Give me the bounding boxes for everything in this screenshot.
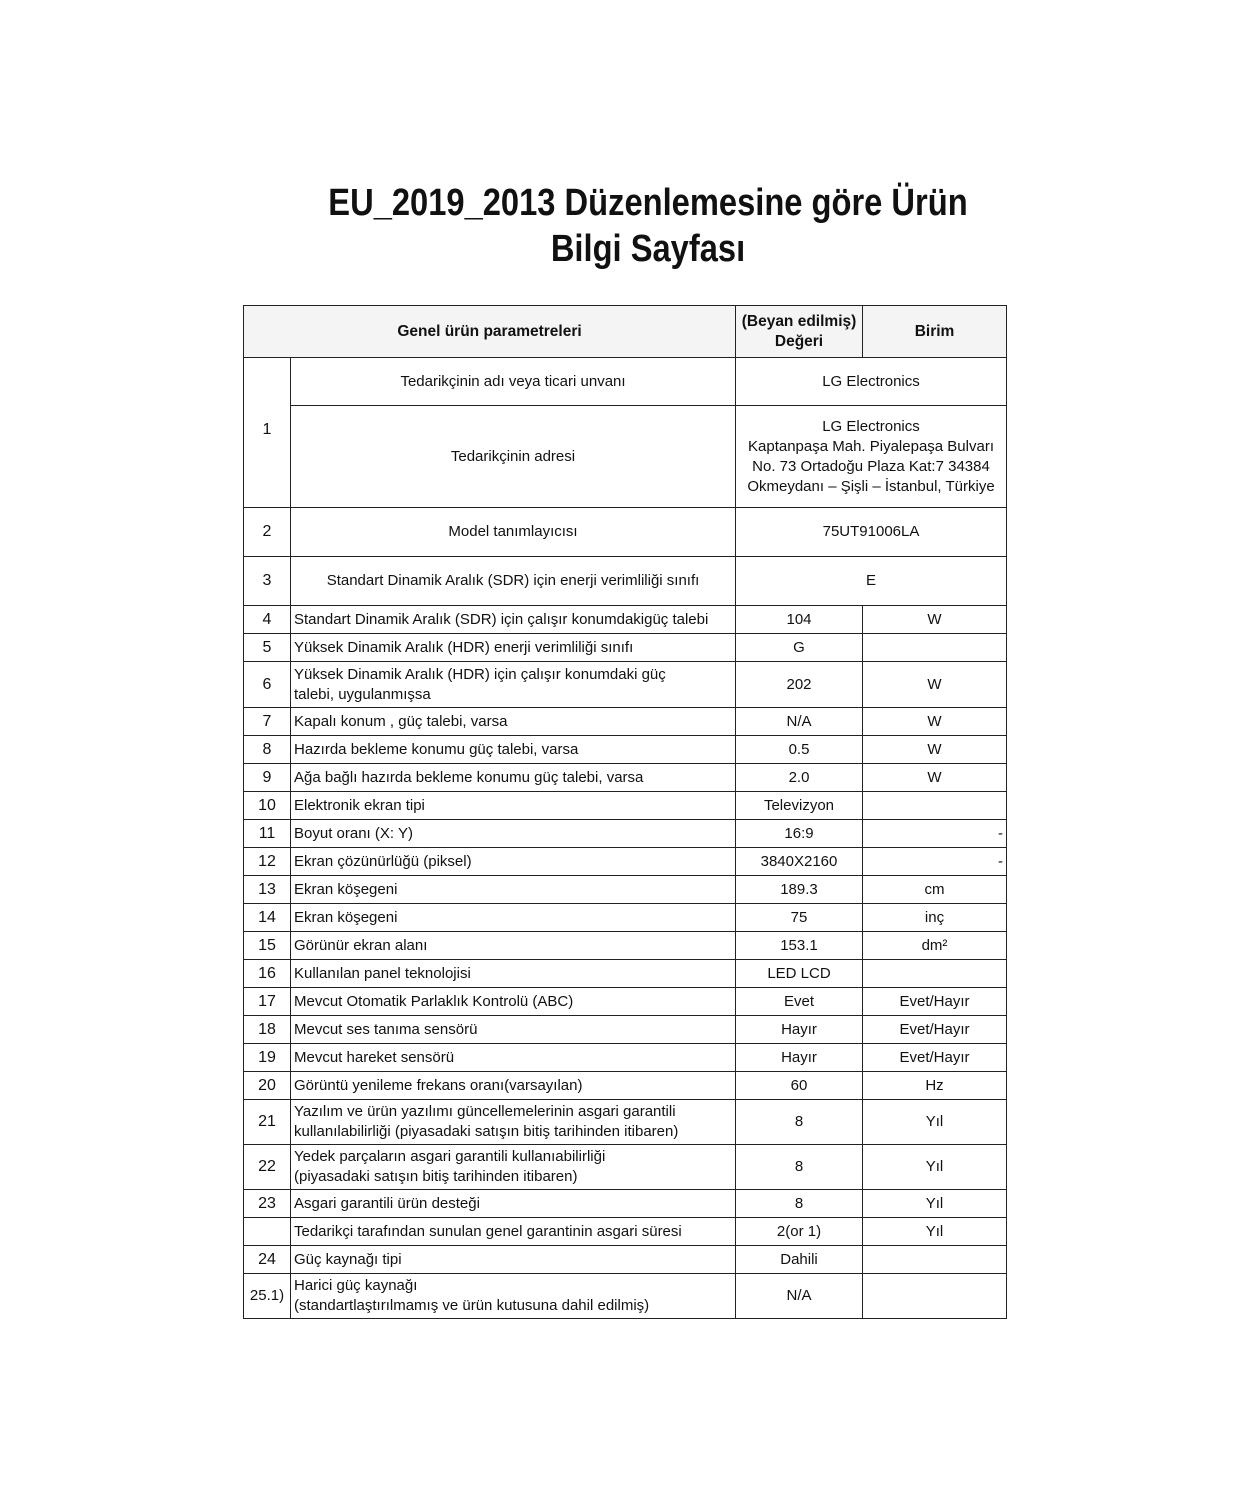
row-number: 22 [244, 1145, 291, 1190]
row-param-line: Yüksek Dinamik Aralık (HDR) için çalışır konumdaki güç [294, 665, 666, 683]
row-unit: Hz [863, 1072, 1007, 1100]
row-param: Elektronik ekran tipi [291, 792, 736, 820]
row-param-line: kullanılabilirliği (piyasadaki satışın bitiş tarihinden itibaren) [294, 1123, 679, 1140]
row-unit: Yıl [863, 1145, 1007, 1190]
row-param-line: (piyasadaki satışın bitiş tarihinden itibaren) [294, 1168, 578, 1185]
table-row [244, 1100, 1007, 1145]
row-value: 2(or 1) [736, 1218, 863, 1246]
row-param [291, 1145, 736, 1190]
row-number: 2 [244, 508, 291, 557]
row-param: Hazırda bekleme konumu güç talebi, varsa [291, 736, 736, 764]
table-row [244, 708, 1007, 736]
row-number: 15 [244, 932, 291, 960]
row-number: 18 [244, 1016, 291, 1044]
row-unit: Yıl [863, 1100, 1007, 1145]
row-value: G [736, 634, 863, 662]
row-param [291, 1100, 736, 1145]
row-value: 2.0 [736, 764, 863, 792]
table-row [244, 557, 1007, 606]
row-number: 10 [244, 792, 291, 820]
row-param [291, 662, 736, 708]
address-line: Kaptanpaşa Mah. Piyalepaşa Bulvarı [748, 437, 994, 455]
table-row [244, 1016, 1007, 1044]
table-row [244, 820, 1007, 848]
table-row [244, 1246, 1007, 1274]
row-value: 3840X2160 [736, 848, 863, 876]
row-number: 20 [244, 1072, 291, 1100]
header-value [736, 306, 863, 358]
table-row [244, 1274, 1007, 1319]
row-param: Standart Dinamik Aralık (SDR) için çalışır konumdakigüç talebi [291, 606, 736, 634]
address-line: No. 73 Ortadoğu Plaza Kat:7 34384 [752, 457, 990, 475]
row-number: 8 [244, 736, 291, 764]
row-param: Yüksek Dinamik Aralık (HDR) enerji verimliliği sınıfı [291, 634, 736, 662]
row-value: 60 [736, 1072, 863, 1100]
row-value: 0.5 [736, 736, 863, 764]
header-value-line-2: Değeri [774, 332, 824, 350]
row-param: Ekran çözünürlüğü (piksel) [291, 848, 736, 876]
row-unit: Evet/Hayır [863, 1044, 1007, 1072]
row-number: 1 [244, 358, 291, 508]
table-row [244, 904, 1007, 932]
row-unit: Yıl [863, 1190, 1007, 1218]
row-value: E [736, 557, 1007, 606]
row-value: N/A [736, 1274, 863, 1319]
row-unit: W [863, 606, 1007, 634]
row-number: 5 [244, 634, 291, 662]
row-value: 8 [736, 1100, 863, 1145]
row-param: Boyut oranı (X: Y) [291, 820, 736, 848]
table-row [244, 960, 1007, 988]
row-param: Mevcut Otomatik Parlaklık Kontrolü (ABC) [291, 988, 736, 1016]
header-param: Genel ürün parametreleri [244, 306, 736, 358]
row-value: Hayır [736, 1044, 863, 1072]
row-param: Tedarikçi tarafından sunulan genel garantinin asgari süresi [291, 1218, 736, 1246]
row-param-line: Harici güç kaynağı [294, 1277, 418, 1294]
row-param: Tedarikçinin adı veya ticari unvanı [291, 358, 736, 406]
row-number: 21 [244, 1100, 291, 1145]
address-line: LG Electronics [822, 417, 920, 435]
row-unit [863, 634, 1007, 662]
table-row [244, 662, 1007, 708]
title-line-2: Bilgi Sayfası [550, 228, 746, 270]
row-number: 19 [244, 1044, 291, 1072]
row-param: Kullanılan panel teknolojisi [291, 960, 736, 988]
table-row [244, 634, 1007, 662]
row-value: 202 [736, 662, 863, 708]
table-row [244, 1145, 1007, 1190]
row-number: 13 [244, 876, 291, 904]
table-row [244, 736, 1007, 764]
row-value: 16:9 [736, 820, 863, 848]
row-param: Görünür ekran alanı [291, 932, 736, 960]
row-number: 24 [244, 1246, 291, 1274]
table-header-row [244, 306, 1007, 358]
row-unit: cm [863, 876, 1007, 904]
table-row [244, 792, 1007, 820]
page-title [91, 180, 1206, 272]
row-unit: W [863, 662, 1007, 708]
row-param: Standart Dinamik Aralık (SDR) için enerji verimliliği sınıfı [291, 557, 736, 606]
row-value: 104 [736, 606, 863, 634]
row-value: 75 [736, 904, 863, 932]
row-param: Mevcut ses tanıma sensörü [291, 1016, 736, 1044]
row-param: Ekran köşegeni [291, 876, 736, 904]
table-row [244, 848, 1007, 876]
row-param: Tedarikçinin adresi [291, 406, 736, 508]
row-unit: W [863, 708, 1007, 736]
row-param-line: Yedek parçaların asgari garantili kullanıabilirliği [294, 1148, 606, 1165]
row-value: 189.3 [736, 876, 863, 904]
row-number: 11 [244, 820, 291, 848]
row-number: 4 [244, 606, 291, 634]
row-param: Ağa bağlı hazırda bekleme konumu güç talebi, varsa [291, 764, 736, 792]
row-number: 23 [244, 1190, 291, 1218]
row-unit [863, 792, 1007, 820]
row-param-line: Yazılım ve ürün yazılımı güncellemelerinin asgari garantili [294, 1103, 676, 1120]
table-row [244, 508, 1007, 557]
header-value-line-1: (Beyan edilmiş) [741, 312, 857, 330]
table-row [244, 1190, 1007, 1218]
row-value: LED LCD [736, 960, 863, 988]
row-param: Model tanımlayıcısı [291, 508, 736, 557]
row-number: 7 [244, 708, 291, 736]
row-unit: inç [863, 904, 1007, 932]
table-row [244, 1044, 1007, 1072]
row-value: Dahili [736, 1246, 863, 1274]
row-unit [863, 1274, 1007, 1319]
row-number: 9 [244, 764, 291, 792]
row-value: Televizyon [736, 792, 863, 820]
row-value: Hayır [736, 1016, 863, 1044]
row-unit [863, 1246, 1007, 1274]
row-value: Evet [736, 988, 863, 1016]
address-line: Okmeydanı – Şişli – İstanbul, Türkiye [747, 477, 995, 495]
row-number: 6 [244, 662, 291, 708]
row-unit [863, 960, 1007, 988]
row-unit: Yıl [863, 1218, 1007, 1246]
title-line-1: EU_2019_2013 Düzenlemesine göre Ürün [328, 182, 968, 224]
row-param: Güç kaynağı tipi [291, 1246, 736, 1274]
row-number: 3 [244, 557, 291, 606]
row-value: LG Electronics [736, 358, 1007, 406]
row-unit: W [863, 764, 1007, 792]
table-row [244, 764, 1007, 792]
row-param: Asgari garantili ürün desteği [291, 1190, 736, 1218]
row-unit: Evet/Hayır [863, 988, 1007, 1016]
row-value: N/A [736, 708, 863, 736]
row-unit: dm² [863, 932, 1007, 960]
table-row [244, 932, 1007, 960]
table-row [244, 606, 1007, 634]
row-value: 8 [736, 1190, 863, 1218]
row-number: 17 [244, 988, 291, 1016]
table-row [244, 406, 1007, 508]
table-row [244, 358, 1007, 406]
row-number: 12 [244, 848, 291, 876]
row-number: 25.1) [244, 1274, 291, 1319]
row-param: Ekran köşegeni [291, 904, 736, 932]
row-param-line: talebi, uygulanmışsa [294, 685, 431, 703]
header-unit: Birim [863, 306, 1007, 358]
row-unit: - [863, 848, 1007, 876]
row-param: Görüntü yenileme frekans oranı(varsayılan) [291, 1072, 736, 1100]
row-value: 153.1 [736, 932, 863, 960]
table-row [244, 876, 1007, 904]
row-unit: W [863, 736, 1007, 764]
row-param-line: (standartlaştırılmamış ve ürün kutusuna dahil edilmiş) [294, 1297, 650, 1314]
table-row [244, 988, 1007, 1016]
row-value: 8 [736, 1145, 863, 1190]
row-number: 16 [244, 960, 291, 988]
row-value: 75UT91006LA [736, 508, 1007, 557]
row-param [291, 1274, 736, 1319]
row-unit: - [863, 820, 1007, 848]
table-row [244, 1218, 1007, 1246]
row-param: Mevcut hareket sensörü [291, 1044, 736, 1072]
row-number [244, 1218, 291, 1246]
supplier-address [736, 406, 1007, 508]
product-info-table [243, 305, 1007, 1319]
row-unit: Evet/Hayır [863, 1016, 1007, 1044]
row-number: 14 [244, 904, 291, 932]
table-row [244, 1072, 1007, 1100]
row-param: Kapalı konum , güç talebi, varsa [291, 708, 736, 736]
